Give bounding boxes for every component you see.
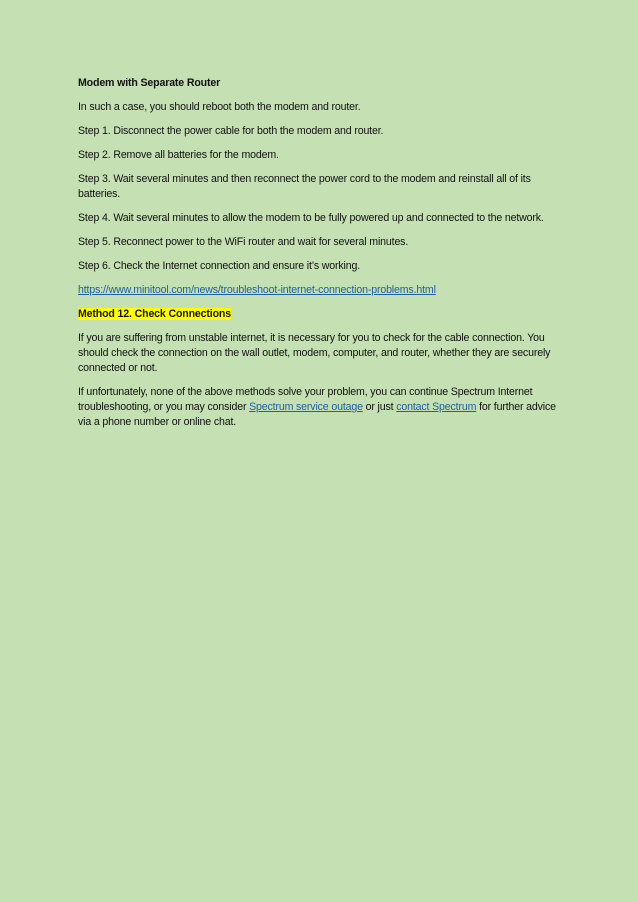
document-body bbox=[78, 76, 568, 439]
source-url-link[interactable]: https://www.minitool.com/news/troubleshoot-internet-connection-problems.html bbox=[78, 284, 436, 296]
further-advice-text-2: or just bbox=[362, 401, 397, 413]
spectrum-service-outage-link[interactable]: Spectrum service outage bbox=[249, 401, 363, 413]
method-heading-paragraph bbox=[78, 307, 568, 322]
step-6: Step 6. Check the Internet connection and ensure it’s working. bbox=[78, 260, 361, 272]
intro-paragraph: In such a case, you should reboot both the modem and router. bbox=[78, 101, 361, 113]
further-advice-paragraph bbox=[78, 385, 568, 430]
step-2: Step 2. Remove all batteries for the modem. bbox=[78, 149, 279, 161]
contact-spectrum-link[interactable]: contact Spectrum bbox=[396, 401, 477, 413]
url-paragraph bbox=[78, 283, 568, 298]
step-3: Step 3. Wait several minutes and then reconnect the power cord to the modem and reinstall all of its batteries. bbox=[78, 173, 531, 200]
step-1: Step 1. Disconnect the power cable for both the modem and router. bbox=[78, 125, 384, 137]
further-advice-text-3: for further advice via a phone number or online chat. bbox=[78, 401, 556, 428]
step-5: Step 5. Reconnect power to the WiFi router and wait for several minutes. bbox=[78, 236, 409, 248]
step-4: Step 4. Wait several minutes to allow the modem to be fully powered up and connected to the network. bbox=[78, 212, 544, 224]
connections-paragraph: If you are suffering from unstable internet, it is necessary for you to check for the cable connection. You should check the connection on the wall outlet, modem, computer, and router, whether they are securely connected or not. bbox=[78, 332, 551, 374]
method-heading: Method 12. Check Connections bbox=[78, 308, 231, 320]
section-heading: Modem with Separate Router bbox=[78, 77, 221, 89]
further-advice-text-1: If unfortunately, none of the above methods solve your problem, you can continue Spectrum Internet troubleshooting, or you may consider bbox=[78, 386, 533, 413]
